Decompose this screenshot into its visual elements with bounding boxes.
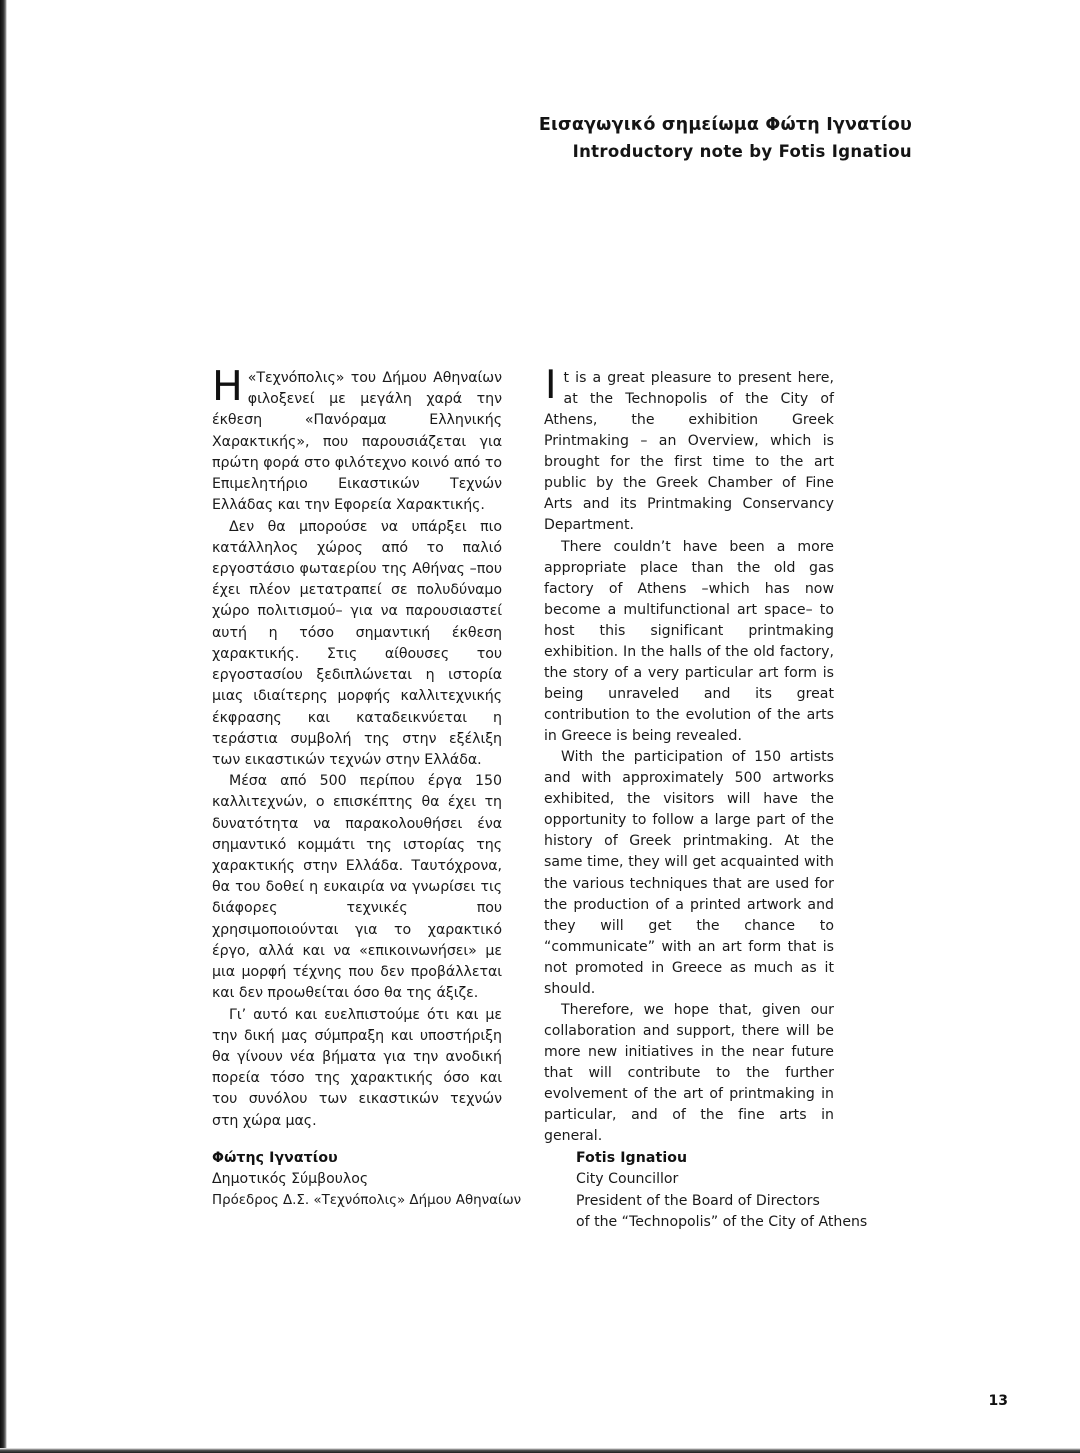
page-number: 13	[988, 1393, 1008, 1409]
dropcap-greek: Η	[212, 362, 243, 410]
paragraph-english-2: There couldn’t have been a more appropriate place than the old gas factory of Athens –which has now become a multifunctional art space– to host this significant printmaking exhibition. In the halls of the old factory, the story of a very particular art form is being unraveled and its great contribution to the evolution of the arts in Greece is being revealed.	[544, 538, 834, 745]
column-greek	[212, 362, 502, 1147]
signature-greek	[212, 1148, 532, 1234]
body-columns	[212, 362, 912, 1147]
scan-edge-bottom	[0, 1448, 1080, 1453]
signature-greek-role: Δημοτικός Σύμβουλος	[212, 1171, 369, 1188]
paragraph-greek-2: Δεν θα μπορούσε να υπάρξει πιο κατάλληλος χώρος από το παλιό εργοστάσιο φωταερίου της Αθήνας –που έχει πλέον μετατραπεί σε πολυδύναμο χώρο πολιτισμού– για να παρουσιαστεί αυτή η τόσο σημαντική έκθεση χαρακτικής. Στις αίθουσες του εργοστασίου ξεδιπλώνεται η ιστορία μιας ιδιαίτερης μορφής καλλιτεχνικής έκφρασης και καταδεικνύεται η τεράστια συμβολή της στην εξέλιξη των εικαστικών τεχνών στην Ελλάδα.	[212, 518, 502, 768]
paragraph-english-3: With the participation of 150 artists and with approximately 500 artworks exhibited, the visitors will have the opportunity to follow a large part of the history of Greek printmaking. At the same time, they will get acquainted with the various techniques that are used for the production of a printed artwork and they will get the chance to “communicate” with an art form that is not promoted in Greece as much as it should.	[544, 749, 834, 997]
paragraph-english-1	[544, 363, 834, 537]
signature-greek-title: Πρόεδρος Δ.Σ. «Τεχνόπολις» Δήμου Αθηναίων	[212, 1192, 522, 1208]
signature-english-title-1: President of the Board of Directors	[576, 1192, 820, 1209]
page-title-english: Introductory note by Fotis Ignatiou	[572, 142, 912, 162]
paragraph-greek-1-text: «Τεχνόπολις» του Δήμου Αθηναίων φιλοξενεί με μεγάλη χαρά την έκθεση «Πανόραμα Ελληνικής Χαρακτικής», που παρουσιάζεται για πρώτη φορά στο φιλότεχνο κοινό από το Επιμελητήριο Εικαστικών Τεχνών Ελλάδας και την Εφορεία Χαρακτικής.	[212, 370, 502, 514]
column-english	[544, 363, 834, 1147]
paragraph-greek-4: Γι’ αυτό και ευελπιστούμε ότι και με την δική μας σύμπραξη και υποστήριξη θα γίνουν νέα βήματα για την ανοδική πορεία τόσο της χαρακτικής όσο και του συνόλου των εικαστικών τεχνών στη χώρα μας.	[212, 1006, 502, 1129]
signature-english-name: Fotis Ignatiou	[576, 1150, 688, 1166]
page-header	[539, 112, 912, 165]
signature-block	[212, 1148, 912, 1234]
paragraph-english-1-text: t is a great pleasure to present here, at the Technopolis of the City of Athens, the exhibition Greek Printmaking – an Overview, which is brought for the first time to the art public by the Greek Chamber of Fine Arts and its Printmaking Conservancy Department.	[544, 370, 834, 534]
paragraph-english-4: Therefore, we hope that, given our collaboration and support, there will be more new initiatives in the near future that will contribute to the further evolvement of the art of printmaking in particular, and of the fine arts in general.	[544, 1001, 834, 1145]
scan-edge-left	[0, 0, 7, 1453]
signature-english-role: City Councillor	[576, 1171, 679, 1188]
signature-english-title-2: of the “Technopolis” of the City of Athens	[576, 1214, 868, 1231]
page-title-greek: Εισαγωγικό σημείωμα Φώτη Ιγνατίου	[538, 115, 912, 135]
signature-english	[576, 1148, 896, 1234]
paragraph-greek-3: Μέσα από 500 περίπου έργα 150 καλλιτεχνών, ο επισκέπτης θα έχει τη δυνατότητα να παρακολουθήσει ένα σημαντικό κομμάτι της ιστορίας της χαρακτικής στην Ελλάδα. Ταυτόχρονα, θα του δοθεί η ευκαιρία να γνωρίσει τις διάφορες τεχνικές που χρησιμοποιούνται για το χαρακτικό έργο, αλλά και να «επικοινωνήσει» με μια μορφή τέχνης που δεν προβάλλεται και δεν προωθείται όσο θα της άξιζε.	[212, 773, 502, 1002]
dropcap-english: I	[545, 363, 557, 408]
signature-greek-name: Φώτης Ιγνατίου	[212, 1150, 338, 1166]
paragraph-greek-1	[212, 362, 502, 517]
